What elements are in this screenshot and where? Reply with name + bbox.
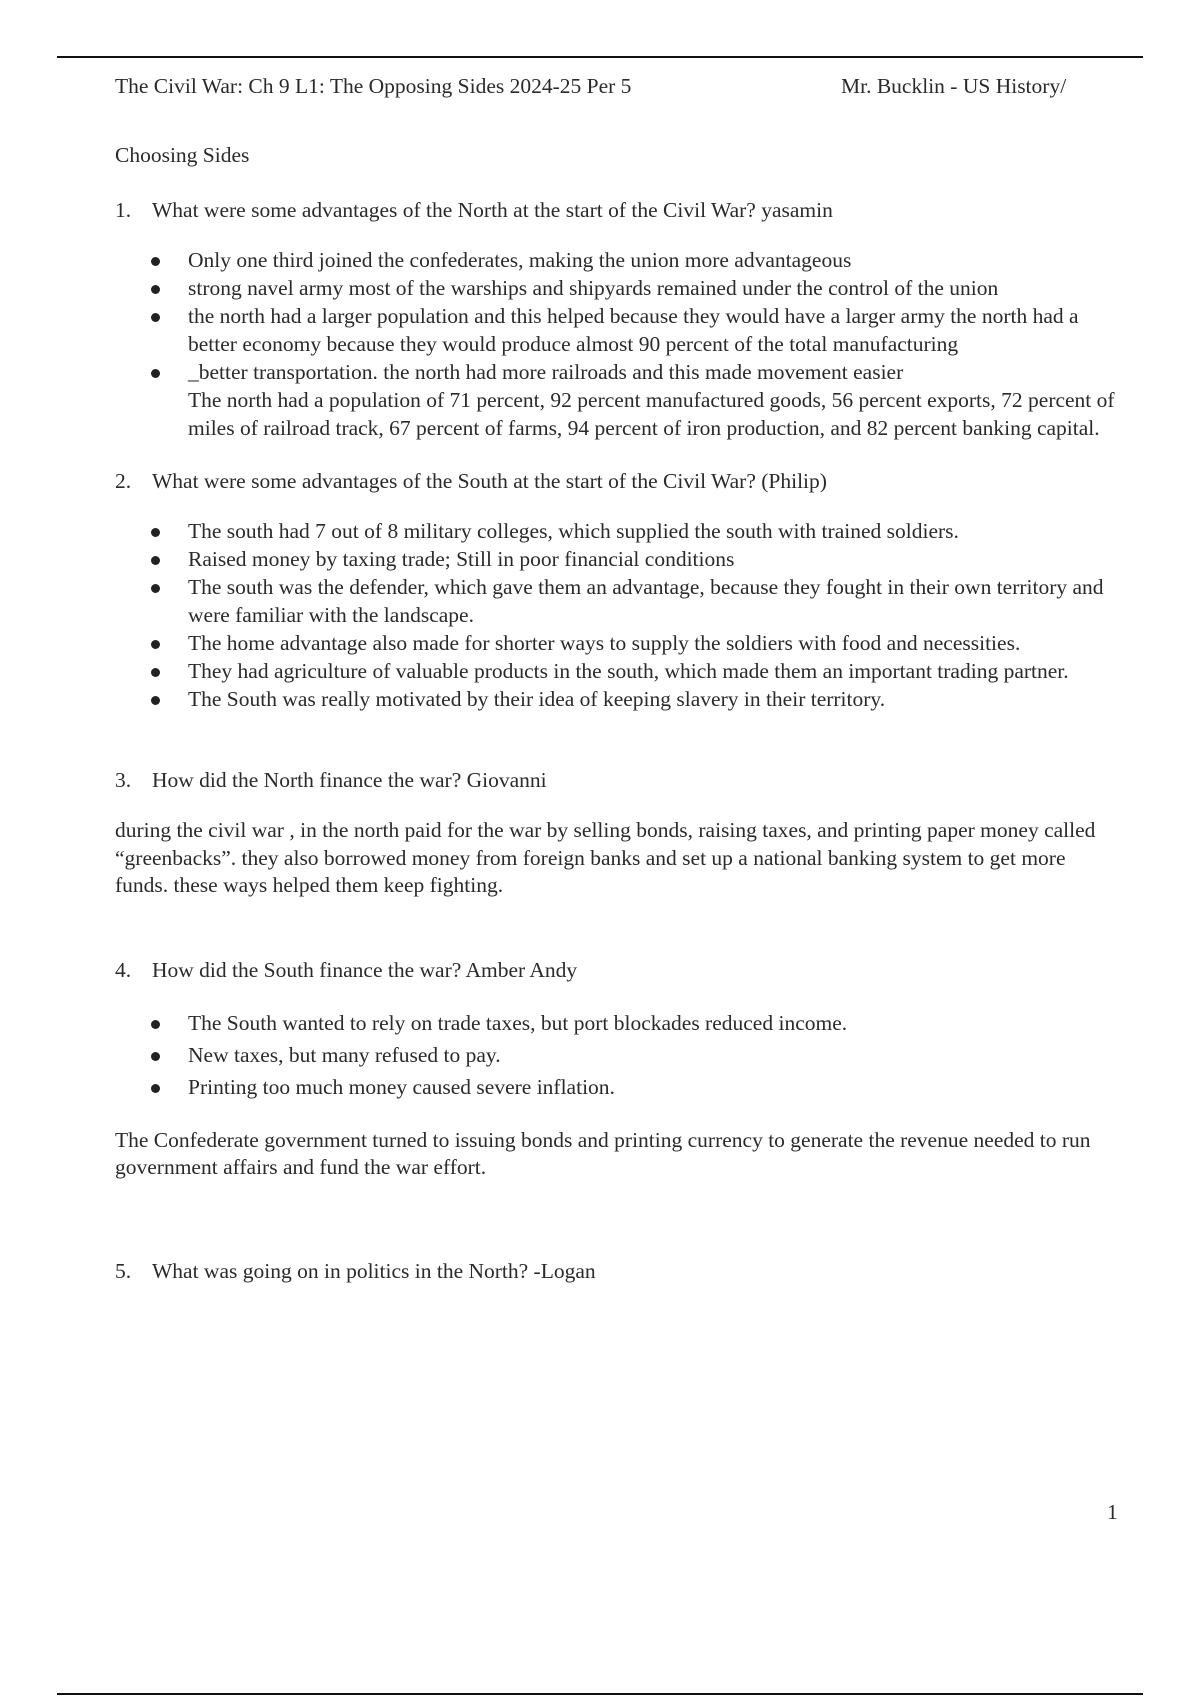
question-number: 5.	[115, 1258, 132, 1283]
list-item-text: _better transportation. the north had more railroads and this made movement easier	[188, 360, 904, 384]
document-header-teacher: Mr. Bucklin - US History/	[841, 74, 1067, 98]
list-item	[188, 358, 1115, 442]
question-4	[115, 956, 1115, 1182]
list-item	[188, 573, 1115, 629]
document-header-title: The Civil War: Ch 9 L1: The Opposing Sides 2024-25 Per 5	[115, 74, 632, 98]
bullet-icon	[151, 584, 160, 593]
bullet-icon	[151, 1052, 160, 1061]
list-item	[188, 545, 1115, 573]
list-item-text: Printing too much money caused severe inflation.	[188, 1074, 615, 1099]
list-item-text: the north had a larger population and this helped because they would have a larger army the north had a better economy because they would produce almost 90 percent of the total manufacturing	[188, 304, 1079, 356]
question-1-prompt	[115, 196, 1115, 224]
bottom-rule	[57, 1693, 1143, 1695]
bullet-icon	[151, 696, 160, 705]
list-item-continuation: The north had a population of 71 percent, 92 percent manufactured goods, 56 percent exports, 72 percent of miles of railroad track, 67 percent of farms, 94 percent of iron production, and 82 percent banking capital.	[188, 388, 1115, 440]
question-5-prompt	[115, 1257, 1115, 1285]
question-text: How did the South finance the war? Amber Andy	[152, 957, 578, 982]
list-item	[188, 274, 1115, 302]
list-item	[188, 1007, 1115, 1039]
question-1	[115, 196, 1115, 442]
list-item	[188, 1071, 1115, 1103]
list-item-text: Raised money by taxing trade; Still in poor financial conditions	[188, 547, 735, 571]
question-1-answers	[115, 246, 1115, 442]
list-item	[188, 685, 1115, 713]
list-item-text: strong navel army most of the warships and shipyards remained under the control of the union	[188, 276, 999, 300]
question-text: What were some advantages of the South at the start of the Civil War? (Philip)	[152, 469, 827, 493]
list-item-text: The South wanted to rely on trade taxes, but port blockades reduced income.	[188, 1010, 848, 1035]
bullet-icon	[151, 1020, 160, 1029]
list-item	[188, 517, 1115, 545]
list-item	[188, 302, 1115, 358]
question-4-answers	[115, 1007, 1115, 1103]
question-text: What was going on in politics in the North? -Logan	[152, 1258, 596, 1283]
question-3-prompt	[115, 766, 1115, 794]
bullet-icon	[151, 313, 160, 322]
bullet-icon	[151, 285, 160, 294]
section-title: Choosing Sides	[115, 143, 250, 167]
question-3	[115, 766, 1115, 900]
question-number: 3.	[115, 768, 132, 792]
list-item	[188, 1039, 1115, 1071]
question-2-prompt	[115, 467, 1115, 495]
question-4-prompt	[115, 956, 1115, 984]
list-item-text: The south was the defender, which gave them an advantage, because they fought in their own territory and were familiar with the landscape.	[188, 575, 1104, 627]
list-item	[188, 246, 1115, 274]
bullet-icon	[151, 640, 160, 649]
question-text: How did the North finance the war? Giovanni	[152, 768, 547, 792]
list-item-text: The home advantage also made for shorter ways to supply the soldiers with food and necessities.	[188, 631, 1021, 655]
question-number: 4.	[115, 957, 132, 982]
question-5	[115, 1257, 1115, 1285]
bullet-icon	[151, 668, 160, 677]
top-rule	[57, 56, 1143, 58]
bullet-icon	[151, 556, 160, 565]
question-4-answer: The Confederate government turned to issuing bonds and printing currency to generate the revenue needed to run government affairs and fund the war effort.	[115, 1127, 1091, 1179]
list-item-text: The South was really motivated by their idea of keeping slavery in their territory.	[188, 687, 886, 711]
question-number: 1.	[115, 198, 132, 222]
list-item-text: They had agriculture of valuable products in the south, which made them an important trading partner.	[188, 659, 1069, 683]
list-item-text: The south had 7 out of 8 military colleges, which supplied the south with trained soldiers.	[188, 519, 959, 543]
list-item	[188, 657, 1115, 685]
question-text: What were some advantages of the North at the start of the Civil War? yasamin	[152, 198, 833, 222]
bullet-icon	[151, 1084, 160, 1093]
document-body	[115, 140, 1115, 1285]
question-3-answer: during the civil war , in the north paid for the war by selling bonds, raising taxes, and printing paper money called “greenbacks”. they also borrowed money from foreign banks and set up a national banking system to get more funds. these ways helped them keep fighting.	[115, 818, 1096, 897]
list-item-text: New taxes, but many refused to pay.	[188, 1042, 501, 1067]
question-2	[115, 467, 1115, 713]
question-2-answers	[115, 517, 1115, 713]
list-item	[188, 629, 1115, 657]
page-number: 1	[1107, 1500, 1118, 1524]
question-number: 2.	[115, 469, 132, 493]
bullet-icon	[151, 369, 160, 378]
bullet-icon	[151, 528, 160, 537]
list-item-text: Only one third joined the confederates, making the union more advantageous	[188, 248, 852, 272]
bullet-icon	[151, 257, 160, 266]
